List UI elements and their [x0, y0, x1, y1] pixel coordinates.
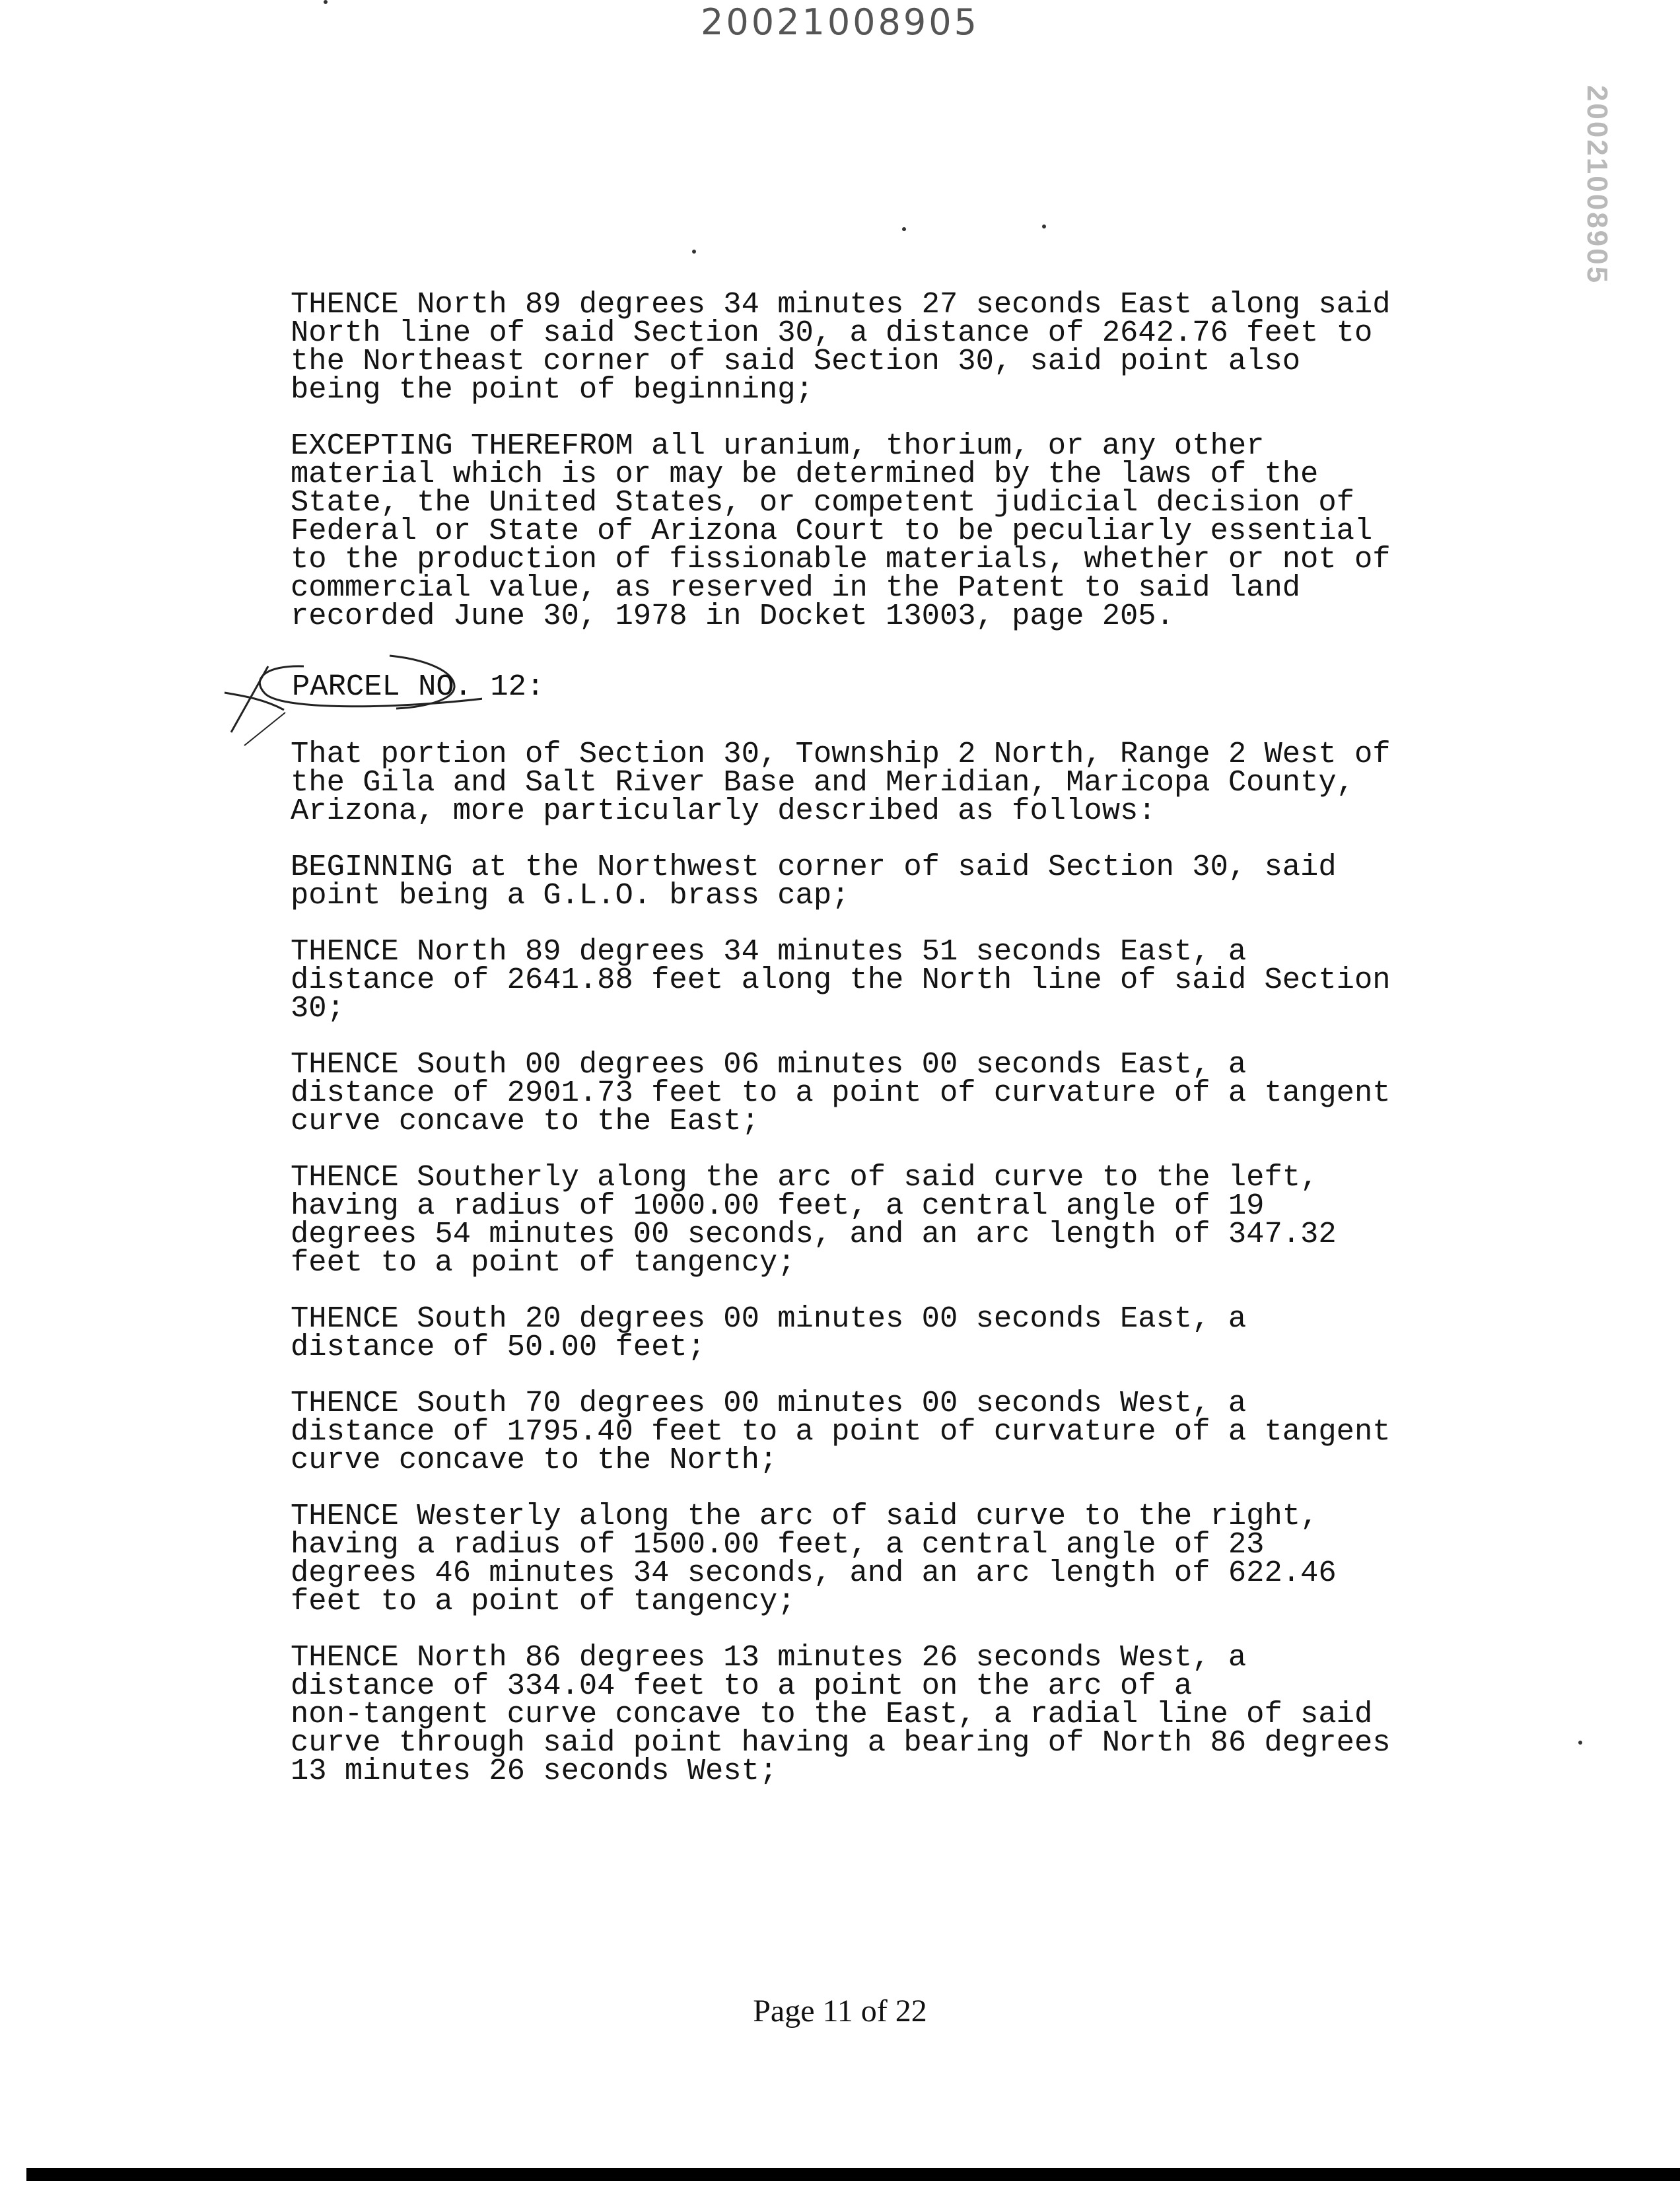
paragraph-course-north-86: THENCE North 86 degrees 13 minutes 26 seconds West, a distance of 334.04 feet to a point on the arc of a non-tangent curve concave to the East, a radial line of said curve through said point having a bearing of North 86 degrees 13 minutes 26 seconds West; — [291, 1640, 1391, 1788]
scan-speck — [324, 0, 328, 4]
paragraph-that-portion: That portion of Section 30, Township 2 North, Range 2 West of the Gila and Salt River Base and Meridian, Maricopa County, Arizona, more particularly described as follows: — [291, 737, 1391, 828]
paragraph-course-south-20: THENCE South 20 degrees 00 minutes 00 seconds East, a distance of 50.00 feet; — [291, 1302, 1247, 1364]
paragraph-course-north-89-east: THENCE North 89 degrees 34 minutes 51 seconds East, a distance of 2641.88 feet along the North line of said Section 30; — [291, 934, 1391, 1025]
page-number: Page 11 of 22 — [753, 1994, 927, 2029]
paragraph-westerly-arc: THENCE Westerly along the arc of said curve to the right, having a radius of 1500.00 feet, a central angle of 23 degrees 46 minutes 34 seconds, and an arc length of 622.46 feet to a point of tangency; — [291, 1499, 1337, 1618]
paragraph-course-south-70: THENCE South 70 degrees 00 minutes 00 seconds West, a distance of 1795.40 feet to a point of curvature of a tangent curve concave to the North; — [291, 1386, 1391, 1477]
paragraph-course-south-00: THENCE South 00 degrees 06 minutes 00 seconds East, a distance of 2901.73 feet to a point of curvature of a tangent curve concave to the East; — [291, 1047, 1391, 1138]
scan-speck — [1042, 225, 1046, 228]
paragraph-course-north-89: THENCE North 89 degrees 34 minutes 27 seconds East along said North line of said Section 30, a distance of 2642.76 feet to the Northeast corner of said Section 30, said point also being the point of beginning; — [291, 287, 1391, 407]
scan-speck — [1578, 1741, 1582, 1745]
parcel-heading-label: PARCEL NO. 12: — [292, 670, 545, 704]
scan-speck — [692, 250, 696, 254]
side-stamp-text: 20021008905 — [1581, 85, 1613, 285]
parcel-heading — [291, 658, 1453, 711]
side-recording-stamp — [1544, 86, 1650, 284]
paragraph-excepting-therefrom: EXCEPTING THEREFROM all uranium, thorium, or any other material which is or may be determined by the laws of the State, the United States, or competent judicial decision of Federal or State of Arizona Court to be peculiarly essential to the production of fissionable materials, whether or not of commercial value, as reserved in the Patent to said land recorded June 30, 1978 in Docket 13003, page 205. — [291, 429, 1391, 633]
paragraph-beginning: BEGINNING at the Northwest corner of said Section 30, said point being a G.L.O. brass cap; — [291, 850, 1337, 913]
paragraph-southerly-arc: THENCE Southerly along the arc of said curve to the left, having a radius of 1000.00 feet, a central angle of 19 degrees 54 minutes 00 seconds, and an arc length of 347.32 feet to a point of tangency; — [291, 1160, 1337, 1280]
document-body — [291, 287, 1453, 1813]
recording-number: 20021008905 — [701, 1, 979, 43]
bottom-scan-border — [26, 2168, 1680, 2181]
scan-speck — [902, 227, 906, 231]
